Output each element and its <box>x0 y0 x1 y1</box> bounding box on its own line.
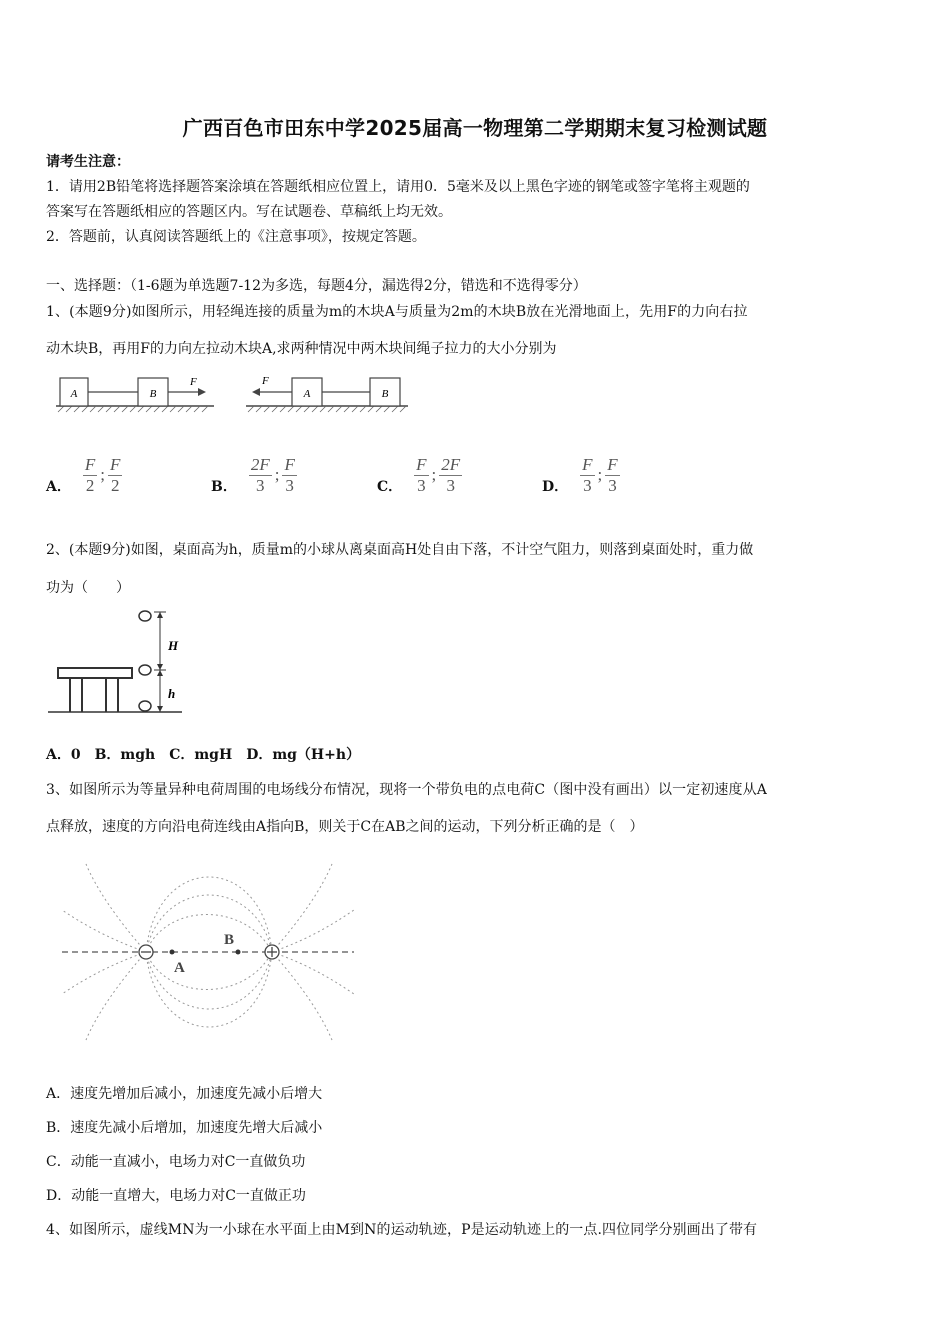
q1-figure-left <box>56 376 214 412</box>
q3-option-b[interactable]: B．速度先减小后增加，加速度先增大后减小 <box>46 1120 323 1136</box>
q3-line-1: 3、如图所示为等量异种电荷周围的电场线分布情况，现将一个带负电的点电荷C（图中没有画出）以一定初速度从A <box>46 782 767 798</box>
q3-field-diagram <box>56 858 360 1044</box>
q1-option-b[interactable]: B． 2F 3 ; F 3 <box>211 454 295 495</box>
q2-options[interactable]: A．0 B．mgh C．mgH D．mg（H+h） <box>46 747 361 763</box>
q1-block-a-label: A <box>70 388 78 400</box>
q2-label-lower: h <box>168 686 176 701</box>
q1-block-a-right-label: A <box>303 388 311 400</box>
notice-item-2: 2．答题前，认真阅读答题纸上的《注意事项》，按规定答题。 <box>46 229 426 245</box>
q1-figure <box>48 366 418 418</box>
q2-ball-bottom <box>139 701 151 711</box>
notice-heading: 请考生注意： <box>46 154 130 170</box>
notice-item-1-line-1: 1．请用2B铅笔将选择题答案涂填在答题纸相应位置上，请用0．5毫米及以上黑色字迹的钢笔或签字笔将主观题的 <box>46 179 750 195</box>
q1-option-d[interactable]: D． F 3 ; F 3 <box>542 454 618 495</box>
q1-block-b-right-label: B <box>381 388 389 400</box>
section-heading: 一、选择题：（1-6题为单选题7-12为多选，每题4分，漏选得2分，错选和不选得零分） <box>46 278 587 294</box>
q2-figure <box>46 606 186 718</box>
q1-figure-right <box>246 375 408 412</box>
q2-label-upper: H <box>168 638 179 653</box>
q3-point-b-label: B <box>224 932 235 948</box>
q1-line-1: 1、(本题9分)如图所示，用轻绳连接的质量为m的木块A与质量为2m的木块B放在光滑地面上，先用F的力向右拉 <box>46 304 748 320</box>
q1-line-2: 动木块B，再用F的力向左拉动木块A,求两种情况中两木块间绳子拉力的大小分别为 <box>46 341 557 357</box>
q2-table-top <box>58 668 132 678</box>
q3-option-a[interactable]: A．速度先增加后减小，加速度先减小后增大 <box>46 1086 323 1102</box>
q3-point-a-dot <box>170 950 175 955</box>
q3-option-c[interactable]: C．动能一直减小，电场力对C一直做负功 <box>46 1154 306 1170</box>
q1-option-c[interactable]: C． F 3 ; 2F 3 <box>377 454 461 495</box>
q1-force-label: F <box>190 376 197 388</box>
q3-line-2: 点释放，速度的方向沿电荷连线由A指向B，则关于C在AB之间的运动，下列分析正确的是（ ） <box>46 819 644 835</box>
notice-item-1-line-2: 答案写在答题纸相应的答题区内。写在试题卷、草稿纸上均无效。 <box>46 204 452 220</box>
q3-point-b-dot <box>236 950 241 955</box>
q1-block-b-label: B <box>149 388 157 400</box>
q2-line-2: 功为（ ） <box>46 580 130 596</box>
q4-line-1: 4、如图所示，虚线MN为一小球在水平面上由M到N的运动轨迹，P是运动轨迹上的一点.四位同学分别画出了带有 <box>46 1222 758 1238</box>
q2-ball-top <box>139 611 151 621</box>
q1-option-a[interactable]: A． F 2 ; F 2 <box>46 454 121 495</box>
page-title: 广西百色市田东中学2025届高一物理第二学期期末复习检测试题 <box>182 116 768 140</box>
q1-force-label-left: F <box>262 375 269 387</box>
q2-ball-middle <box>139 665 151 675</box>
q3-point-a-label: A <box>174 960 185 976</box>
q3-option-d[interactable]: D．动能一直增大，电场力对C一直做正功 <box>46 1188 306 1204</box>
q2-line-1: 2、(本题9分)如图，桌面高为h，质量m的小球从离桌面高H处自由下落，不计空气阻力，则落到桌面处时，重力做 <box>46 542 754 558</box>
